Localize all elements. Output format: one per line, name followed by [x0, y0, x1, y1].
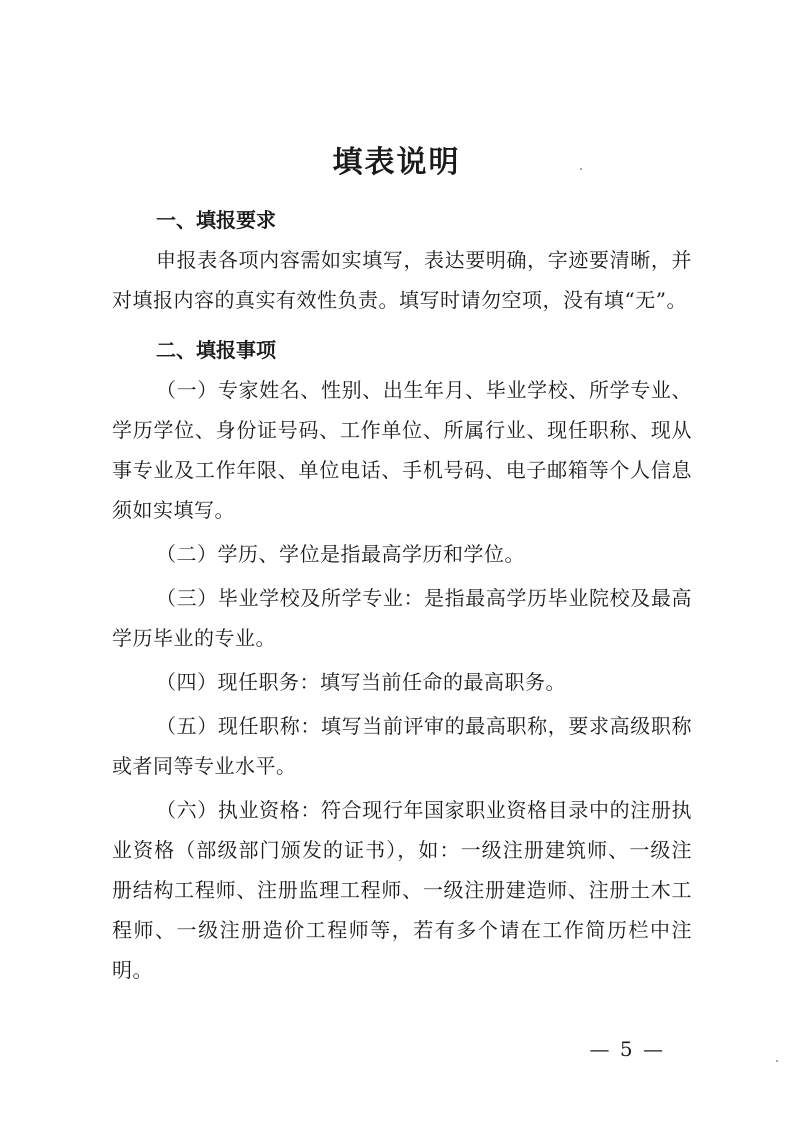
paragraph: （五）现任职称：填写当前评审的最高职称，要求高级职称或者同等专业水平。	[112, 714, 692, 778]
paragraph: （一）专家姓名、性别、出生年月、毕业学校、所学专业、学历学位、身份证号码、工作单位、所属行业、现任职称、现从事专业及工作年限、单位电话、手机号码、电子邮箱等个人信息须如实填写。	[112, 378, 692, 522]
paragraph: （六）执业资格：符合现行年国家职业资格目录中的注册执业资格（部级部门颁发的证书），如：一级注册建筑师、一级注册结构工程师、注册监理工程师、一级注册建造师、注册土木工程师、一级注册造价工程师等，若有多个请在工作简历栏中注明。	[112, 798, 692, 982]
document-body	[112, 200, 692, 994]
section-heading: 一、填报要求	[156, 208, 276, 232]
paragraph: 申报表各项内容需如实填写，表达要明确，字迹要清晰，并对填报内容的真实有效性负责。填写时请勿空项，没有填“无”。	[112, 248, 692, 312]
scan-speck	[580, 168, 582, 170]
page-title: 填表说明	[332, 145, 461, 180]
paragraph: （三）毕业学校及所学专业：是指最高学历毕业院校及最高学历毕业的专业。	[112, 586, 692, 650]
section-heading: 二、填报事项	[156, 338, 276, 362]
section-items	[112, 330, 692, 990]
paragraph: （四）现任职务：填写当前任命的最高职务。	[156, 670, 566, 694]
section-requirements	[112, 200, 692, 320]
paragraph: （二）学历、学位是指最高学历和学位。	[156, 542, 525, 566]
scan-speck	[776, 1060, 778, 1062]
page-number: — 5 —	[589, 1037, 665, 1061]
